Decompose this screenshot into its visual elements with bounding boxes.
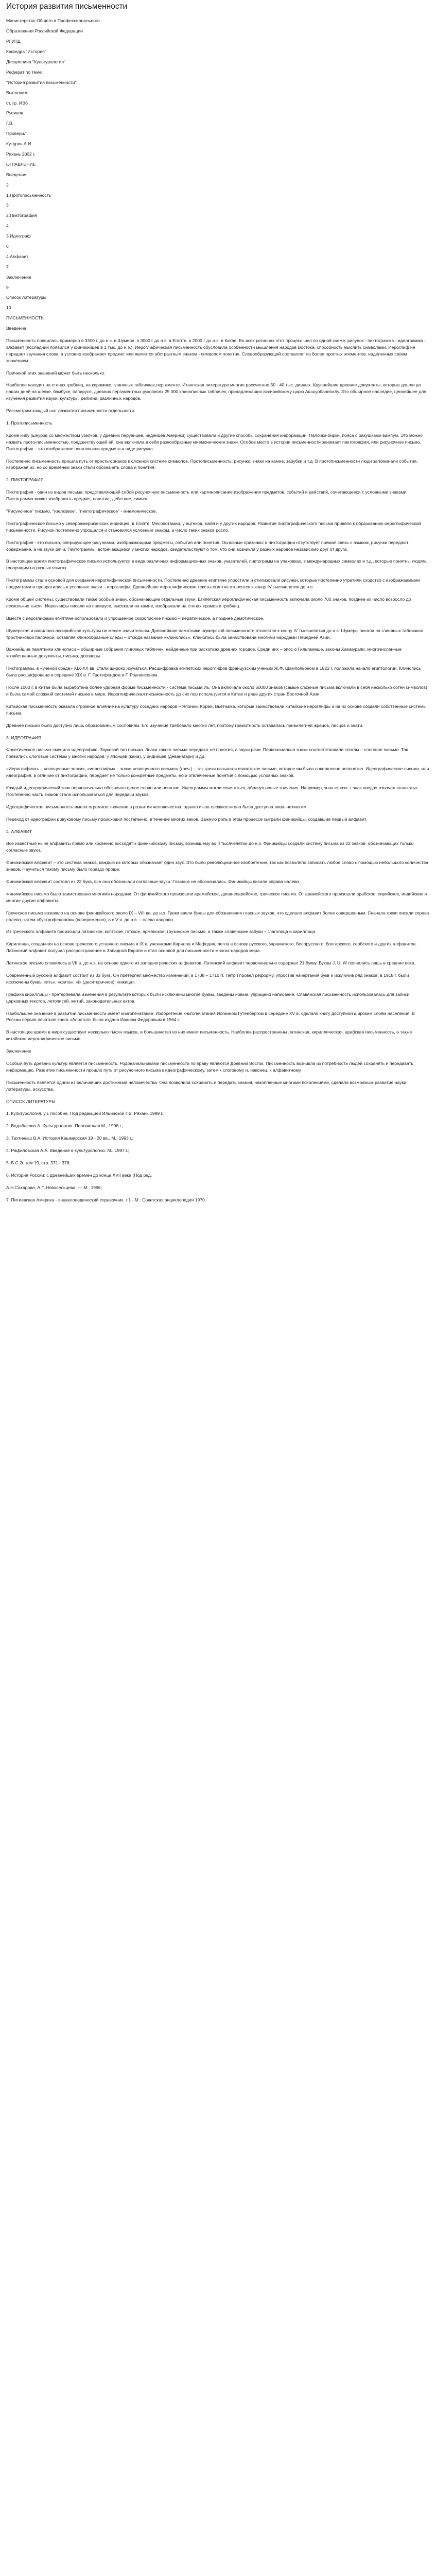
paragraph: Письменность является одним из величайших достижений человечества. Она позволила сохранить и передать знания, накопленные многими поколениями, сделала возможным развитие науки, литературы, искусства. — [6, 1079, 408, 1092]
front-line: ПИСЬМЕННОСТЬ — [6, 315, 44, 321]
paragraph: Постепенно письменность прошла путь от простых знаков к сложной системе символов. Протописьменность: рисунки, знаки на камне, зарубки и т.д. В протописьменности люди запоминали события, изображая их, но со временем знаки стали обозначать слова и понятия. — [6, 458, 418, 470]
paragraph: Наиболее находят на стенах гробниц, на керамике, глиняных табличках,пергаменте. Итаютская литература мнoгие рассчитано 30 - 40 тыс. дивных. Крупнейшие древние документы, которые дошли до наших дней на шелке, бамбуке, папирусе, древних пергаментных рукописях 25 000 клинописных табличек, принадлежащих ассирийскому царю Ашшурбанипалу. Это обширное наследие, ценнейшее для изучения развития науки, культуры, религии, различных народов. — [6, 382, 427, 401]
document-page — [0, 2, 436, 1211]
front-line: Список литературы — [6, 295, 46, 300]
paragraph: Идеографическая письменность имела огромное значение в развитии человечества, однако из-за сложности она была доступна лишь немногим. — [6, 804, 308, 809]
paragraph: Китайская письменность оказала огромное влияние на культуру соседних народов – Японии, Кореи, Вьетнама, которые заимствовали китайские иероглифы и на их основе создали собственные системы письма. — [6, 703, 427, 716]
paragraph: Латинское письмо сложилось в VII в. до н.э. на основе одного из западногреческих алфавитов. Латинский алфавит первоначально содержал 21 букву. Буквы J, U, W появились лишь в средние века. — [6, 960, 416, 966]
front-line: 7 — [6, 264, 9, 269]
front-line: Образования Российской Федерации — [6, 28, 83, 34]
front-line: Ряхань 2002 г. — [6, 151, 36, 157]
paragraph: Финикийский алфавит состоял из 22 букв, все они обозначали согласные звуки. Гласные не обозначались. Финикийцы писали справа налево. — [6, 878, 301, 884]
paragraph: «Иероглифика» – «священные знаки», «иероглифы» – знаки «священного письма» (греч.) – так греки называли египетское письмо, которое им было совершенно непонятно. Идеографическое письмо, или идеография, в отличие от пиктографии, передаёт не только конкретные предметы, но и отвлечённые понятия с помощью условных знаков. — [6, 766, 429, 778]
front-line: Дисциплина "Культурология" — [6, 59, 66, 64]
paragraph: Письменность появилась примерно в 3300 г. до н.э. в Шумере, в 3000 г до н.э. в Египте, в 2000 г до н.э. в Китае. Во всех регионах этот процесс шел по одной схеме: рисунок - пиктограмма - идеограмма - алфавит (последний появился у финикийцев в 1 тыс. до н.э.). Иероглифическая письменность обусловила особенности мышления народов Востока, способность мыслить символами. Иероглиф не передает звучания слова, а условно изображает предмет или является абстрактным знаком - символом понятия. Словообразующий составляет из более простых элементов, наделенных своим значением. — [6, 337, 426, 363]
paragraph: Вместе с иероглифами египтяне использовали и упрощенное скорописное письмо – иератическое, а позднее демотическое. — [6, 615, 265, 621]
paragraph: Пиктограммы стали основой для создания иероглифической письменности. Постепенно древние египтяне упростили и стилизовали рисунки, которые постепенно утратили сходство с изображаемыми предметами и превратились в условные знаки – иероглифы. Древнейшие иероглифические тексты египтян относятся к концу IV тысячелетия до н.э. — [6, 578, 420, 590]
reference-item: 6. История России: с древнейших времен до конца XVII века (Под ред. — [6, 1172, 152, 1178]
paragraph: Пиктограммы, в «учёной среде» XIX-XX вв. стали широко изучаться. Расшифровка египетских иероглифов французским учёным Ж.Ф. Шампольоном в 1822 г. положила начало египтологии. Клинопись была расшифрована в середине XIX в. Г. Гротефендом и Г. Роулинсоном. — [6, 666, 421, 678]
paragraph: Древнее письмо было доступно лишь образованным сословиям. Его изучение требовало многих лет, поэтому грамотность оставалась привилегией жрецов, писцов и знати. — [6, 722, 363, 728]
paragraph: Каждый идеографический знак первоначально обозначал целое слово или понятие. Идеограммы могли сочетаться, образуя новые значения. Например, знак «глаз» + знак «вода» означал «плакать». Постепенно часть знаков стала использоваться для передачи звуков. — [6, 785, 419, 797]
paragraph: В настоящее время в мире существует несколько тысяч языков, и большинство из них имеет письменность. Наиболее распространены латинская, кириллическая, арабская письменность, а также китайское иероглифическое письмо. — [6, 1029, 412, 1042]
front-line: 1.Протописьменность — [6, 192, 51, 198]
paragraph: Пиктография - один из видов письма, представляющий собой рисуночную письменность или картинописание изображения предметов, событий и действий, сочетающееся с условными знаками. Пиктограмма может изображать предмет, понятие, действие, символ. — [6, 489, 408, 502]
paragraph: Особый путь древних культур является письменность. Родоначальниками письменности по праву являются Древний Восток. Письменность возникла из потребности людей сохранять и передавать информацию. Развитие письменности прошло путь от рисуночного письма к идеографическому, затем к слоговому и, наконец, к алфавитному. — [6, 1061, 413, 1073]
paragraph: Графика кириллицы - претерпевала изменения в результате которых были исключены многие буквы, введены новые, упрощено написание. Славянская письменность использовалась для записи церковных текстов, летописей, житий, законодательных актов. — [6, 991, 410, 1004]
reference-item: А.Н.Сахарова, А.П.Новосельцева. — М., 1996; — [6, 1184, 102, 1190]
paragraph: Финикийское письмо было заимствовано многими народами. От финикийского произошли арамейское, древнееврейское, греческое письмо. От арамейского произошли арабское, сирийское, индийские и многие другие алфавиты. — [6, 891, 427, 903]
paragraph: Все известные ныне алфавиты прямо или косвенно восходят к финикийскому письму, возникшему во II тысячелетии до н.э. Финикийцы создали систему письма из 22 знаков, обозначающих только согласные звуки. — [6, 841, 414, 853]
front-line: 9 — [6, 284, 9, 290]
paragraph: Из греческого алфавита произошли латинское, коптское, готское, армянское, грузинское письмо, а также славянские азбуки – глаголица и кириллица. — [6, 929, 317, 935]
paragraph: Заключение — [6, 1048, 31, 1054]
front-line: Введение — [6, 172, 26, 177]
reference-item: 1. Культурология. уч. пособие. Под редакцией Ильинской Г.В. Ряхань 1999 г.; — [6, 1111, 165, 1116]
front-line: 10 — [6, 305, 11, 311]
paragraph: 3. ИДЕОГРАФИЯ — [6, 735, 42, 740]
front-line: 4 — [6, 223, 9, 229]
reference-list — [6, 1110, 430, 1203]
paragraph: СПИСОК ЛИТЕРАТУРЫ — [6, 1098, 56, 1104]
front-line: Русинов — [6, 110, 24, 116]
paragraph: Шумерская и вавилоно-ассирийская культуры не менее значительны. Древнейшие памятники шумерской письменности относятся к концу IV тысячелетия до н.э. Шумеры писали на глиняных табличках тростниковой палочкой, оставляя клинообразные следы – отсюда название «клинопись». Клинопись была заимствована многими народами Передней Азии. — [6, 628, 423, 640]
paragraph: Причиной этих значений может быть несколько. — [6, 370, 106, 376]
paragraph: Фонетическое письмо сменило идеографию. Звуковой тип письма. Знаки такого письма передают не понятия, а звуки речи. Первоначально знаки соответствовали слогам – слоговое письмо. Так появились слоговые системы у многих народов: у японцев (кана), у индийцев (деванагари) и др. — [6, 747, 408, 759]
paragraph: В настоящее время пиктографическое письмо используется в виде различных информационных знаков, указателей, пиктограмм на упаковках, в международных символах и т.д., которые понятны людям, говорящим на разных языках. — [6, 558, 427, 571]
paragraph: Важнейшие памятники клинописи – обширные собрания глиняных табличек, найденные при раскопках древних городов. Среди них – эпос о Гильгамеше, законы Хаммурапи, многочисленные хозяйственные документы, письма, договоры. — [6, 647, 402, 659]
front-line: 3.Идеограф — [6, 233, 31, 239]
paragraph: Рассмотрим каждый шаг развития письменности отдельности. — [6, 408, 135, 414]
front-line: Г.В. — [6, 121, 14, 126]
paragraph: "Рисуночное" письмо, "узелковое", "пиктографическое" - мнемоническое. — [6, 509, 157, 514]
front-line: 2.Пиктография — [6, 213, 37, 218]
paragraph: Введение — [6, 326, 26, 331]
front-line: Проверил: — [6, 131, 28, 137]
front-line: 6 — [6, 243, 9, 249]
front-line: Министерство Общего и Профессионального — [6, 18, 100, 24]
front-line: "История развития письменности" — [6, 79, 77, 85]
reference-item: 4. Рафиловская А.А. Введение в культурологию. М., 1997 г.; — [6, 1148, 130, 1154]
paragraph: Современный русский алфавит состоит из 33 букв. Он претерпел множество изменений: в 1708 – 1710 гг. Петр I провел реформу, упростив начертания букв и исключив ряд знаков; в 1918 г. были исключены буквы «ять», «фита», «i» (десятеричное), «ижица». — [6, 972, 409, 985]
front-line: 4.Алфавит — [6, 253, 29, 259]
front-line: Заключение — [6, 274, 31, 280]
paragraph: 1. Протописьменность — [6, 420, 53, 426]
reference-item: 5. Б.С.Э. том 19, стр. 371 - 376; — [6, 1160, 71, 1166]
reference-item: 7. Питиевская Америка - энциклопедический справочник. т.1 - М.: Советская энциклопедия 1970. — [6, 1197, 206, 1202]
front-line: Реферат по теме: — [6, 69, 43, 75]
paragraph: Финикийский алфавит – это система знаков, каждый из которых обозначает один звук. Это было революционное изобретение, так как позволяло записать любое слово с помощью небольшого количества знаков. Научиться такому письму было гораздо проще. — [6, 860, 428, 872]
document-body — [6, 325, 430, 1105]
paragraph: 4. АЛФАВИТ — [6, 828, 32, 834]
front-line: Кутуров А.И. — [6, 141, 32, 147]
paragraph: Кроме кипу (шнуров со множеством узелков, у древних перуанцев, индейцев Америки) существовали и другие способы сохранения информации. Палочки-бирки, пояса с ракушками вампум. Это можно назвать прото-письменностью, предшествующей ей, она включала в себя разнообразные мнемонические знаки. Особое место в истории письменности занимает пиктография, или рисуночное письмо. Пиктография – это изображение понятия или предмета в виде рисунка. — [6, 432, 423, 451]
front-line: ст. гр. ИЭ6 — [6, 100, 28, 106]
paragraph: Наибольшее значение в развитии письменности имеет книгопечатание. Изобретение книгопечатания Иоганном Гутенбергом в середине XV в. сделало книгу доступной широким слоям населения. В России первая печатная книга «Апостол» была издана Иваном Федоровым в 1564 г. — [6, 1010, 415, 1023]
reference-item: 2. Вадабасова А. Культурология. Половинная М., 1998 г.; — [6, 1123, 124, 1129]
front-matter — [6, 18, 430, 321]
front-line: ОГЛАВЛЕНИЕ — [6, 161, 36, 167]
front-line: Выполнил: — [6, 90, 29, 95]
front-line: 2 — [6, 182, 9, 188]
paragraph: Переход от идеографии к звуковому письму происходил постепенно, в течение многих веков. Важную роль в этом процессе сыграли финикийцы, создавшие первый алфавит. — [6, 816, 368, 822]
paragraph: Пиктографическое письмо у североамериканских индейцев, в Египте, Месопотамии, у ацтеков, майя и у других народов. Развитие пиктографического письма привело к образованию иероглифической письменности. Рисунок постепенно упрощался и становился условным знаком, а число таких знаков росло. — [6, 520, 421, 533]
front-line: РГУПД — [6, 39, 21, 44]
paragraph: После 1000 г. в Китае была выработана более удобная форма письменности - система письма Иь. Она включала около 50000 знаков (самые сложные письма включали в себя несколько сотен символов) и была самой сложной системой письма в мире. Иероглифическая письменность до сих пор используется в Китае и ряде других стран Восточной Азии. — [6, 685, 427, 697]
reference-item: 3. Тахтиныш В.А. История Кашмирская 19 - 20 вв., М., 1993 г.; — [6, 1136, 134, 1141]
front-line: 3 — [6, 202, 9, 208]
paragraph: 2. ПИКТОГРАФИЯ — [6, 477, 44, 483]
front-line: Кафедра "История" — [6, 49, 46, 55]
paragraph: Греческое письмо возникло на основе финикийского около IX – VIII вв. до н.э. Греки ввели буквы для обозначения гласных звуков, что сделало алфавит более совершенным. Сначала греки писали справа налево, затем «бустрофедоном» (попеременно), а с V в. до н.э. – слева направо. — [6, 910, 429, 922]
paragraph: Кроме общей системы, существовали также особые знаки, обозначающие отдельные звуки. Египетская иероглифическая письменность включала около 700 знаков, позднее их число возросло до нескольких тысяч. Иероглифы писали на папирусе, высекали на камне, изображали на стенах храмов и гробниц. — [6, 597, 411, 608]
document-title: История развития письменности — [6, 2, 128, 11]
paragraph: Пиктография - это письмо, оперирующее рисунками, изображающими предметы, события или понятия. Основные признаки: в пиктографии отсутствует прямая связь с языком, рисунки передают содержание, а не звуки речи. Пиктограммы, встречающиеся у многих народов, свидетельствуют о том, что они возникли у разных народов независимо друг от друга. — [6, 539, 409, 552]
paragraph: Кириллица, созданная на основе греческого уставного письма в IX в. учениками Кирилла и Мефодия, легла в основу русского, украинского, белорусского, болгарского, сербского и других алфавитов. Латинский алфавит получил распространение в Западной Европе и стал основой для письменности многих народов мира. — [6, 941, 417, 954]
